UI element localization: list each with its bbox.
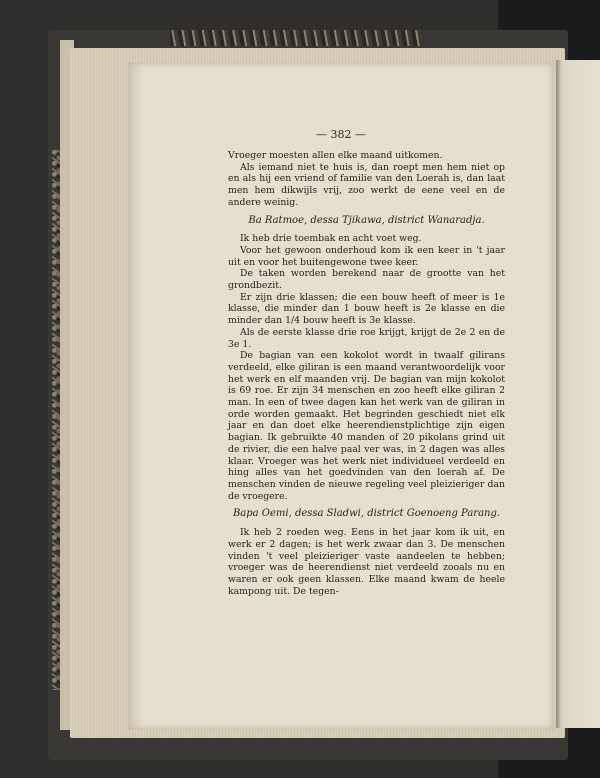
paragraph: De taken worden berekend naar de grootte van het grondbezit. — [228, 268, 505, 292]
book-page — [128, 62, 554, 730]
marbled-edge-top — [170, 30, 420, 46]
paragraph: Ik heb drie toembak en acht voet weg. — [240, 233, 422, 245]
paragraph: De bagian van een kokolot wordt in twaalf gilirans verdeeld, elke giliran is een maand verantwoordelijk voor het werk en elf maanden vrij. De bagian van mijn kokolot is 69 roe. Er zijn 34 menschen en zoo heeft elke giliran 2 man. In een of twee dagen kan het werk van de giliran in orde worden gemaakt. Het begrinden geschiedt niet elk jaar en dan doet elke heerendienstplichtige zijn eigen bagian. Ik gebruikte 40 manden of 20 pikolans grind uit de rivier, die een halve paal ver was, in 2 dagen was alles klaar. Vroeger was het werk niet individueel verdeeld en hing alles van het goedvinden van den loerah af. De menschen vinden de nieuwe regeling veel pleizieriger dan de vroegere. — [228, 350, 505, 502]
section-heading: Ba Ratmoe, dessa Tjikawa, district Wanaradja. — [248, 214, 485, 226]
facing-page-edge — [556, 60, 600, 728]
page-number: — 382 — — [316, 128, 366, 141]
page-text — [228, 150, 505, 597]
paragraph: Als iemand niet te huis is, dan roept men hem niet op en als hij een vriend of familie van den Loerah is, dan laat men hem dikwijls vrij, zoo werkt de eene veel en de andere weinig. — [228, 161, 505, 208]
paragraph: Er zijn drie klassen; die een bouw heeft of meer is 1e klasse, die minder dan 1 bouw heeft is 2e klasse en die minder dan 1/4 bouw heeft is 3e klasse. — [228, 291, 505, 327]
section-heading: Bapa Oemi, dessa Sladwi, district Goenoeng Parang. — [232, 508, 501, 520]
paragraph: Vroeger moesten allen elke maand uitkomen. — [228, 150, 443, 161]
paragraph: Als de eerste klasse drie roe krijgt, krijgt de 2e 2 en de 3e 1. — [228, 326, 505, 350]
paragraph: Voor het gewoon onderhoud kom ik een keer in 't jaar uit en voor het buitengewone twee keer. — [228, 244, 505, 268]
paragraph: Ik heb 2 roeden weg. Eens in het jaar kom ik uit, en werk er 2 dagen; is het werk zwaar dan 3. De menschen vinden 't veel pleizieriger vaste aandeelen te hebben; vroeger was de heerendienst niet verdeeld zooals nu en waren er ook geen klassen. Elke maand kwam de heele kampong uit. De tegen- — [228, 527, 505, 597]
